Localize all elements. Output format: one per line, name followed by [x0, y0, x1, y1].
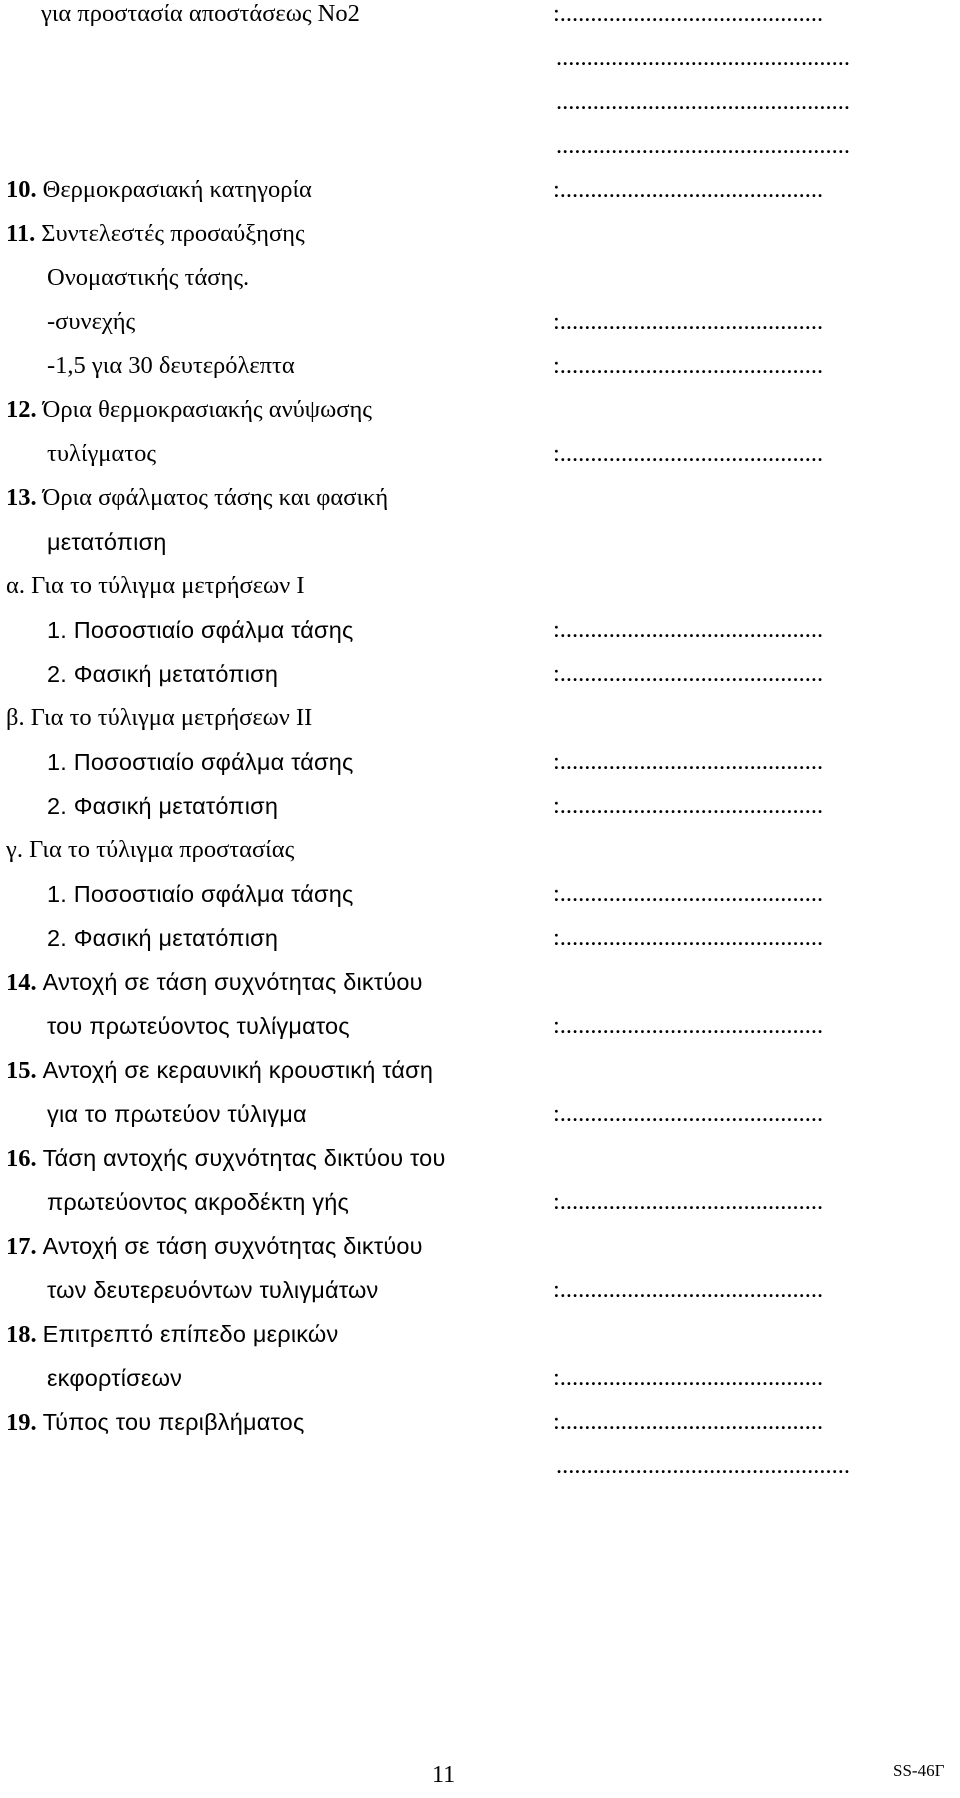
row-label: 2. Φασική μετατόπιση	[47, 793, 279, 819]
fill-in-blank[interactable]: :...........................................	[553, 176, 824, 203]
form-row	[0, 344, 960, 388]
fill-in-blank[interactable]: ................................................	[556, 44, 850, 71]
fill-in-blank[interactable]: :...........................................	[553, 440, 824, 467]
row-label: τυλίγματος	[47, 440, 157, 467]
form-row	[0, 36, 960, 80]
fill-in-blank[interactable]: :...........................................	[553, 352, 824, 379]
form-row	[0, 1136, 960, 1180]
form-row	[0, 564, 960, 608]
fill-in-blank[interactable]: :...........................................	[553, 748, 824, 775]
fill-in-blank[interactable]: ................................................	[556, 88, 850, 115]
fill-in-blank[interactable]: :...........................................	[553, 924, 824, 951]
item-number: 16.	[6, 1145, 37, 1172]
form-row	[0, 0, 960, 36]
document-code: SS-46Γ	[893, 1761, 945, 1780]
row-label: Ονομαστικής τάσης.	[47, 264, 250, 291]
form-row	[0, 608, 960, 652]
form-row	[0, 168, 960, 212]
form-row	[0, 1092, 960, 1136]
row-label: του πρωτεύοντος τυλίγματος	[47, 1013, 350, 1039]
row-label: α. Για το τύλιγμα μετρήσεων Ι	[6, 572, 305, 599]
row-label: -συνεχής	[47, 308, 136, 335]
row-item	[6, 212, 305, 256]
form-row	[0, 388, 960, 432]
row-label: 1. Ποσοστιαίο σφάλμα τάσης	[47, 617, 354, 643]
item-number: 10.	[6, 176, 37, 203]
row-label: Αντοχή σε τάση συχνότητας δικτύου	[42, 969, 423, 995]
row-label: πρωτεύοντος ακροδέκτη γής	[47, 1189, 350, 1215]
row-item	[6, 388, 372, 432]
fill-in-blank[interactable]: :...........................................	[553, 0, 824, 27]
item-number: 11.	[6, 220, 36, 247]
form-row	[0, 872, 960, 916]
row-label: γ. Για το τύλιγμα προστασίας	[6, 836, 295, 863]
form-row	[0, 1268, 960, 1312]
form-row	[0, 1356, 960, 1400]
fill-in-blank[interactable]: ................................................	[556, 1452, 850, 1479]
item-number: 12.	[6, 396, 37, 423]
row-label: 1. Ποσοστιαίο σφάλμα τάσης	[47, 881, 354, 907]
row-label: για το πρωτεύον τύλιγμα	[47, 1101, 307, 1127]
row-item	[6, 1224, 423, 1269]
row-label: Θερμοκρασιακή κατηγορία	[42, 176, 312, 203]
form-row	[0, 740, 960, 784]
form-row	[0, 1004, 960, 1048]
fill-in-blank[interactable]: :...........................................	[553, 1408, 824, 1435]
fill-in-blank[interactable]: :...........................................	[553, 880, 824, 907]
row-label: Επιτρεπτό επίπεδο μερικών	[42, 1321, 339, 1347]
form-row	[0, 80, 960, 124]
form-row	[0, 960, 960, 1004]
form-row	[0, 1444, 960, 1488]
row-label: 2. Φασική μετατόπιση	[47, 661, 279, 687]
fill-in-blank[interactable]: :...........................................	[553, 616, 824, 643]
form-row	[0, 1180, 960, 1224]
form-row	[0, 1400, 960, 1444]
item-number: 13.	[6, 484, 37, 511]
page-number: 11	[432, 1762, 456, 1788]
row-item	[6, 1048, 433, 1093]
fill-in-blank[interactable]: :...........................................	[553, 308, 824, 335]
item-number: 19.	[6, 1409, 37, 1436]
form-row	[0, 652, 960, 696]
row-label: -1,5 για 30 δευτερόλεπτα	[47, 352, 295, 379]
row-label: 1. Ποσοστιαίο σφάλμα τάσης	[47, 749, 354, 775]
row-item	[6, 1312, 338, 1357]
row-label: των δευτερευόντων τυλιγμάτων	[47, 1277, 379, 1303]
form-row	[0, 256, 960, 300]
form-row	[0, 696, 960, 740]
row-label: Συντελεστές προσαύξησης	[41, 220, 305, 247]
row-item	[6, 1400, 304, 1445]
fill-in-blank[interactable]: :...........................................	[553, 660, 824, 687]
row-label: 2. Φασική μετατόπιση	[47, 925, 279, 951]
row-label: Τύπος του περιβλήματος	[42, 1409, 305, 1435]
fill-in-blank[interactable]: :...........................................	[553, 1188, 824, 1215]
item-number: 14.	[6, 969, 37, 996]
row-label: Όρια θερμοκρασιακής ανύψωσης	[42, 396, 372, 423]
fill-in-blank[interactable]: :...........................................	[553, 1012, 824, 1039]
row-label: Όρια σφάλματος τάσης και φασική	[42, 484, 389, 511]
form-row	[0, 1048, 960, 1092]
row-label: β. Για το τύλιγμα μετρήσεων ΙΙ	[6, 704, 313, 731]
form-row	[0, 784, 960, 828]
fill-in-blank[interactable]: :...........................................	[553, 792, 824, 819]
form-row	[0, 1224, 960, 1268]
fill-in-blank[interactable]: :...........................................	[553, 1276, 824, 1303]
row-label: Τάση αντοχής συχνότητας δικτύου του	[42, 1145, 446, 1171]
fill-in-blank[interactable]: ................................................	[556, 132, 850, 159]
row-label: για προστασία αποστάσεως Νο2	[41, 0, 360, 27]
form-row	[0, 520, 960, 564]
item-number: 17.	[6, 1233, 37, 1260]
form-row	[0, 300, 960, 344]
form-row	[0, 476, 960, 520]
form-row	[0, 828, 960, 872]
form-row	[0, 124, 960, 168]
form-row	[0, 916, 960, 960]
fill-in-blank[interactable]: :...........................................	[553, 1364, 824, 1391]
row-item	[6, 1136, 446, 1181]
row-label: Αντοχή σε τάση συχνότητας δικτύου	[42, 1233, 423, 1259]
row-item	[6, 960, 423, 1005]
form-row	[0, 1312, 960, 1356]
row-item	[6, 476, 388, 520]
fill-in-blank[interactable]: :...........................................	[553, 1100, 824, 1127]
row-item	[6, 168, 312, 212]
form-row	[0, 212, 960, 256]
row-label: μετατόπιση	[47, 529, 167, 555]
item-number: 18.	[6, 1321, 37, 1348]
item-number: 15.	[6, 1057, 37, 1084]
row-label: εκφορτίσεων	[47, 1365, 183, 1391]
row-label: Αντοχή σε κεραυνική κρουστική τάση	[42, 1057, 434, 1083]
form-row	[0, 432, 960, 476]
